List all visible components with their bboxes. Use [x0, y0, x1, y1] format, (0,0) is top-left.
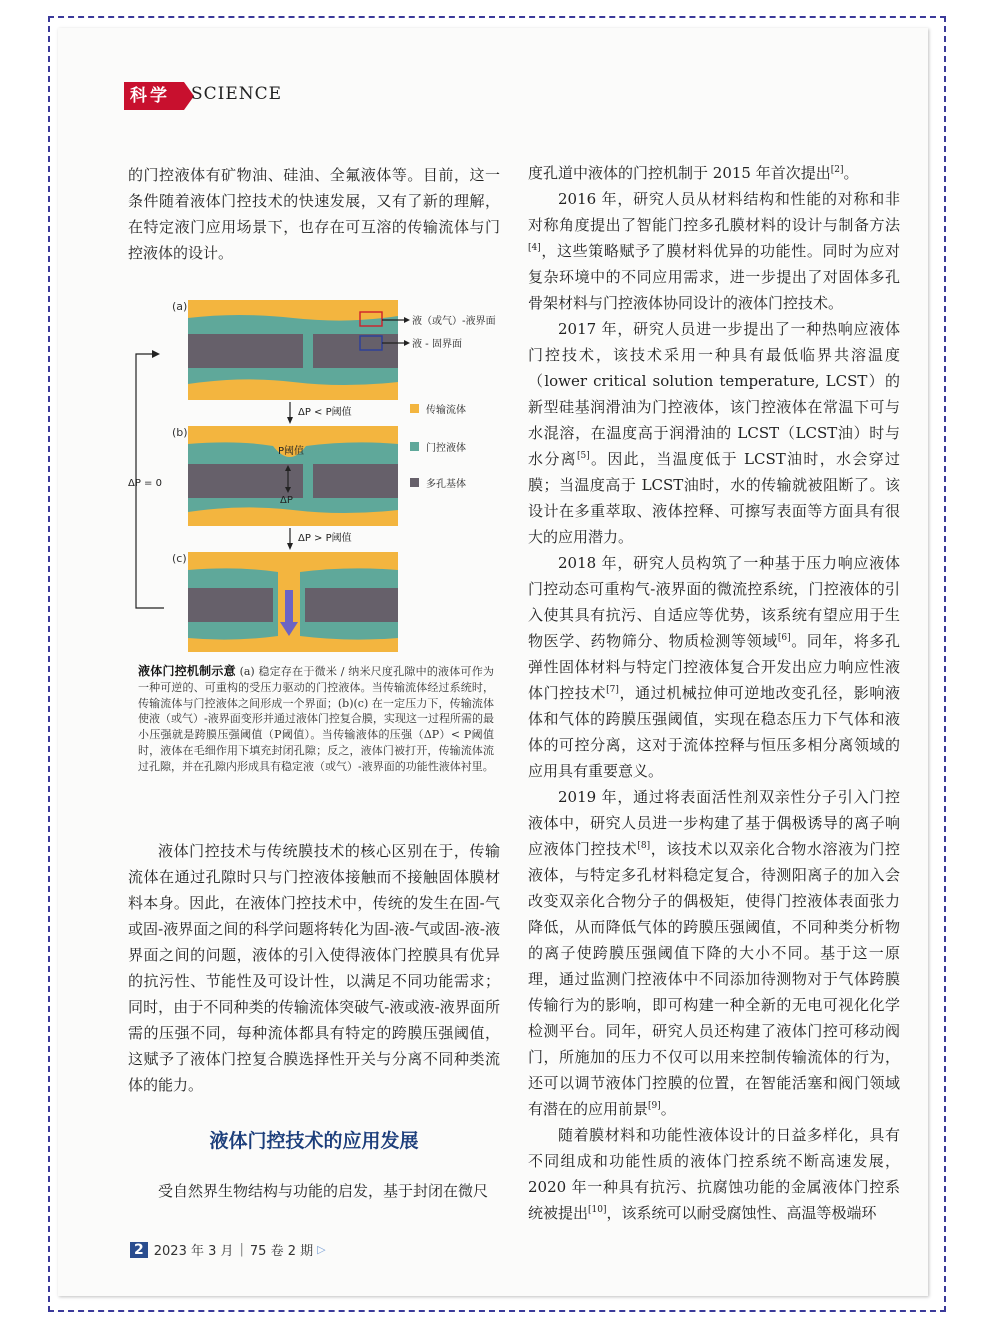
footer-separator: | — [239, 1242, 244, 1257]
porous-matrix-b-right — [313, 464, 398, 498]
caption-body: (a) 稳定存在于微米 / 纳米尺度孔隙中的液体可作为一种可逆的、可重构的受压力驱动的门控液体。当传输流体经过系统时，传输流体与门控液体之间形成一个界面；(b)(c) 在一定压力下，传输流体使液（或气）-液界面变形并通过液体门控复合膜，实现这一过程所需的最小压强就是跨膜压强阈值（P阈值）。当传输液体的压强（ΔP）< P阈值时，液体在毛细作用下填充封闭孔隙；反之，液体门被打开，传输流体流过孔隙，并在孔隙内形成具有稳定液（或气）-液界面的功能性液体衬里。 — [138, 665, 494, 773]
p-threshold-label: P阈值 — [278, 446, 305, 457]
caption-title: 液体门控机制示意 — [138, 664, 236, 678]
paragraph: 受自然界生物结构与功能的启发，基于封闭在微尺 — [158, 1182, 489, 1200]
section-heading: 液体门控技术的应用发展 — [209, 1130, 419, 1152]
flow-arrow-shaft — [285, 590, 293, 624]
legend-gating: 门控液体 — [426, 443, 466, 454]
chevron-right-icon: ▷ — [317, 1243, 326, 1256]
paragraph: 2016 年，研究人员从材料结构和性能的对称和非对称角度提出了智能门控多孔膜材料的设计与制备方法[4]，这些策略赋予了膜材料优异的功能性。同时为应对复杂环境中的不同应用需求，进一步提出了对固体多孔骨架材料与门控液体协同设计的液体门控技术。 — [528, 190, 900, 312]
page-number: 2 — [130, 1242, 148, 1258]
legend-swatch-transport — [410, 404, 419, 413]
liquid-interface-label: 液（或气）-液界面 — [412, 316, 496, 327]
paragraph: 随着膜材料和功能性液体设计的日益多样化，具有不同组成和功能性质的液体门控系统不断高速发展，2020 年一种具有抗污、抗腐蚀功能的金属液体门控系统被提出[10]，该系统可以耐受腐蚀性、高温等极端环 — [528, 1126, 900, 1222]
legend-swatch-gating — [410, 442, 419, 451]
delta-p-label: ΔP — [280, 495, 293, 506]
left-column-top — [128, 162, 500, 266]
section-tag: 科学 — [124, 82, 184, 110]
porous-matrix-a-right — [313, 334, 398, 368]
panel-c-label: (c) — [172, 552, 187, 565]
paragraph: 2017 年，研究人员进一步提出了一种热响应液体门控技术，该技术采用一种具有最低临界共溶温度（lower critical solution temperature, LCST）的新型硅基润滑油为门控液体，该门控液体在常温下可与水混溶，在温度高于润滑油的 LCST（LCST油）时与水分离[5]。因此，当温度低于 LCST油时，水会穿过膜；当温度高于 LCST油时，水的传输就被阻断了。该设计在多重萃取、液体控释、可擦写表面等方面具有很大的应用潜力。 — [528, 320, 900, 546]
legend-matrix: 多孔基体 — [426, 479, 466, 490]
footer — [130, 1240, 326, 1259]
arrow2-label: ΔP > P阈值 — [298, 533, 352, 544]
paragraph: 2019 年，通过将表面活性剂双亲性分子引入门控液体中，研究人员进一步构建了基于偶极诱导的离子响应液体门控技术[8]，该技术以双亲化合物水溶液为门控液体，与特定多孔材料稳定复合，待测阳离子的加入会改变双亲化合物分子的偶极矩，使得门控液体表面张力降低，从而降低气体的跨膜压强阈值，不同种类分析物的离子使跨膜压强阈值下降的大小不同。基于这一原理，通过监测门控液体中不同添加待测物对于气体跨膜传输行为的影响，即可构建一种全新的无电可视化化学检测平台。同年，研究人员还构建了液体门控可移动阀门，所施加的压力不仅可以用来控制传输流体的行为，还可以调节液体门控膜的位置，在智能活塞和阀门领域有潜在的应用前景[9]。 — [528, 788, 900, 1118]
paragraph: 的门控液体有矿物油、硅油、全氟液体等。目前，这一条件随着液体门控技术的快速发展，又有了新的理解，在特定液门应用场景下，也存在可互溶的传输流体与门控液体的设计。 — [128, 166, 500, 262]
left-column-bottom — [128, 1178, 500, 1204]
porous-matrix-c-right — [305, 588, 398, 622]
porous-matrix-a-left — [188, 334, 303, 368]
panel-b-label: (b) — [172, 426, 188, 439]
issue-volume: 75 卷 2 期 — [249, 1244, 314, 1259]
issue-date: 2023 年 3 月 — [153, 1244, 234, 1259]
figure-caption — [138, 664, 494, 775]
legend-swatch-matrix — [410, 478, 419, 487]
section-tag-english: SCIENCE — [191, 84, 283, 104]
solid-interface-label: 液 - 固界面 — [412, 339, 462, 350]
right-column — [528, 160, 900, 1226]
paragraph: 度孔道中液体的门控机制于 2015 年首次提出[2]。 — [528, 164, 859, 182]
arrow1-label: ΔP < P阈值 — [298, 407, 352, 418]
paragraph: 液体门控技术与传统膜技术的核心区别在于，传输流体在通过孔隙时只与门控液体接触而不接触固体膜材料本身。因此，在液体门控技术中，传统的发生在固-气或固-液界面之间的科学问题将转化为固-液-气或固-液-液界面之间的问题，液体的引入使得液体门控膜具有优异的抗污性、节能性及可设计性，以满足不同功能需求；同时，由于不同种类的传输流体突破气-液或液-液界面所需的压强不同，每种流体都具有特定的跨膜压强阈值，这赋予了液体门控复合膜选择性开关与分离不同种类流体的能力。 — [128, 842, 500, 1094]
legend-transport: 传输流体 — [426, 405, 466, 416]
left-column-middle — [128, 838, 500, 1098]
porous-matrix-b-left — [188, 464, 303, 498]
panel-a-label: (a) — [172, 300, 188, 313]
delta-p-zero-label: ΔP = 0 — [128, 478, 162, 489]
porous-matrix-c-left — [188, 588, 273, 622]
paragraph: 2018 年，研究人员构筑了一种基于压力响应液体门控动态可重构气-液界面的微流控系统，门控液体的引入使其具有抗污、自适应等优势，该系统有望应用于生物医学、药物筛分、物质检测等领域[6]。同年，将多孔弹性固体材料与特定门控液体复合开发出应力响应性液体门控技术[7]，通过机械拉伸可逆地改变孔径，影响液体和气体的跨膜压强阈值，实现在稳态压力下气体和液体的可控分离，这对于流体控释与恒压多相分离领域的应用具有重要意义。 — [528, 554, 900, 780]
liquid-gating-diagram — [128, 290, 508, 660]
